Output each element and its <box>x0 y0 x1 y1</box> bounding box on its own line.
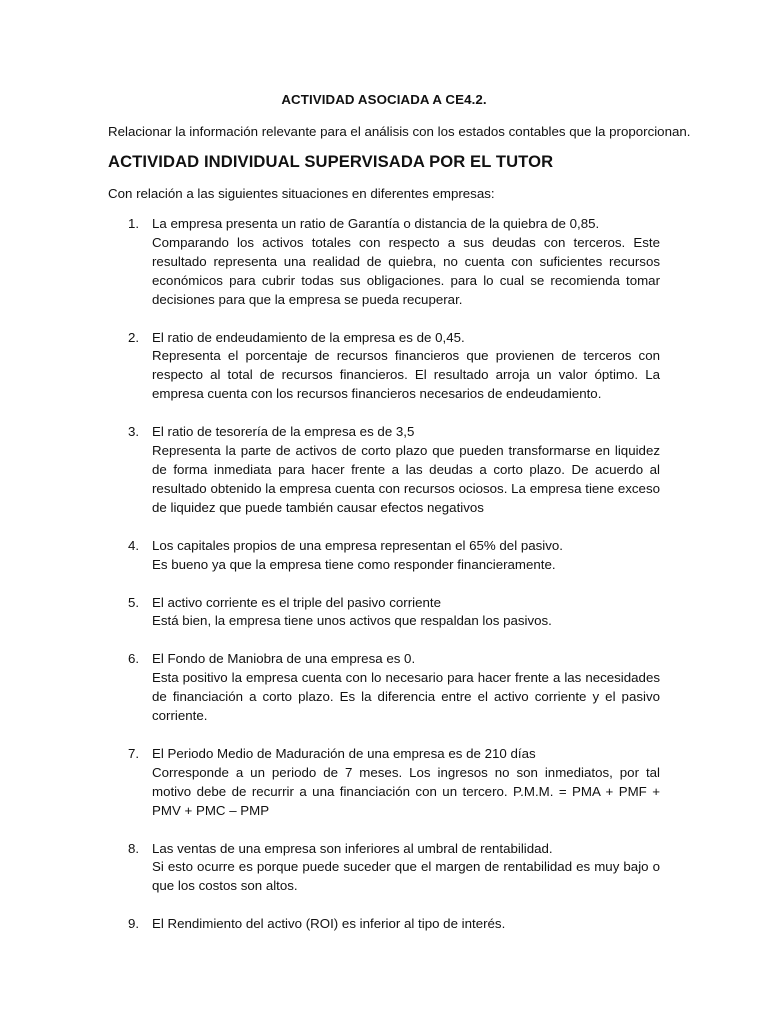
item-number: 4. <box>128 537 140 553</box>
intro-text: Relacionar la información relevante para el análisis con los estados contables que la proporcionan. <box>108 124 691 139</box>
list-item <box>108 329 660 405</box>
item-number: 6. <box>128 651 140 667</box>
section-heading: ACTIVIDAD INDIVIDUAL SUPERVISADA POR EL TUTOR <box>108 152 554 171</box>
situations-list <box>108 215 660 934</box>
item-number: 5. <box>128 594 140 610</box>
item-answer: Es bueno ya que la empresa tiene como responder financieramente. <box>152 556 556 572</box>
item-statement: Las ventas de una empresa son inferiores al umbral de rentabilidad. <box>152 840 553 856</box>
list-item <box>108 537 660 575</box>
item-answer: Comparando los activos totales con respecto a sus deudas con terceros. Este resultado representa una realidad de quiebra, no cuenta con suficientes recursos económicos para cubrir todas sus obligaciones. para lo cual se recomienda tomar decisiones para que la empresa se pueda recuperar. <box>152 234 660 307</box>
list-item <box>108 650 660 726</box>
item-statement: Los capitales propios de una empresa representan el 65% del pasivo. <box>152 537 563 553</box>
list-item <box>108 840 660 897</box>
item-answer: Está bien, la empresa tiene unos activos que respaldan los pasivos. <box>152 613 552 629</box>
item-statement: El Fondo de Maniobra de una empresa es 0. <box>152 651 416 667</box>
item-answer: Corresponde a un periodo de 7 meses. Los ingresos no son inmediatos, por tal motivo debe de recurrir a una financiación con un tercero. P.M.M. = PMA + PMF + PMV + PMC – PMP <box>152 764 660 818</box>
item-statement: El Rendimiento del activo (ROI) es inferior al tipo de interés. <box>152 916 506 932</box>
list-item <box>108 594 660 632</box>
list-item <box>108 745 660 821</box>
item-statement: La empresa presenta un ratio de Garantía o distancia de la quiebra de 0,85. <box>152 216 600 231</box>
item-answer: Representa la parte de activos de corto plazo que pueden transformarse en liquidez de forma inmediata para hacer frente a las deudas a corto plazo. De acuerdo al resultado obtenido la empresa cuenta con recursos ociosos. La empresa tiene exceso de liquidez que puede también causar efectos negativos <box>152 443 660 515</box>
item-number: 2. <box>128 329 140 345</box>
item-answer: Esta positivo la empresa cuenta con lo necesario para hacer frente a las necesidades de financiación a corto plazo. Es la diferencia entre el activo corriente y el pasivo corriente. <box>152 670 660 724</box>
item-statement: El ratio de tesorería de la empresa es de 3,5 <box>152 424 415 440</box>
item-statement: El Periodo Medio de Maduración de una empresa es de 210 días <box>152 745 536 761</box>
item-answer: Representa el porcentaje de recursos financieros que provienen de terceros con respecto al total de recursos financieros. El resultado arroja un valor óptimo. La empresa cuenta con los recursos financieros necesarios de endeudamiento. <box>152 348 660 402</box>
item-number: 9. <box>128 916 140 932</box>
document-title: ACTIVIDAD ASOCIADA A CE4.2. <box>281 92 487 107</box>
item-statement: El ratio de endeudamiento de la empresa es de 0,45. <box>152 329 465 345</box>
lead-text: Con relación a las siguientes situaciones en diferentes empresas: <box>108 186 495 201</box>
item-number: 1. <box>128 216 140 231</box>
item-number: 8. <box>128 840 140 856</box>
item-number: 3. <box>128 424 140 440</box>
item-number: 7. <box>128 745 140 761</box>
list-item <box>108 915 660 934</box>
list-item <box>108 215 660 310</box>
item-answer: Si esto ocurre es porque puede suceder que el margen de rentabilidad es muy bajo o que los costos son altos. <box>152 859 660 894</box>
item-statement: El activo corriente es el triple del pasivo corriente <box>152 594 441 610</box>
list-item <box>108 423 660 518</box>
